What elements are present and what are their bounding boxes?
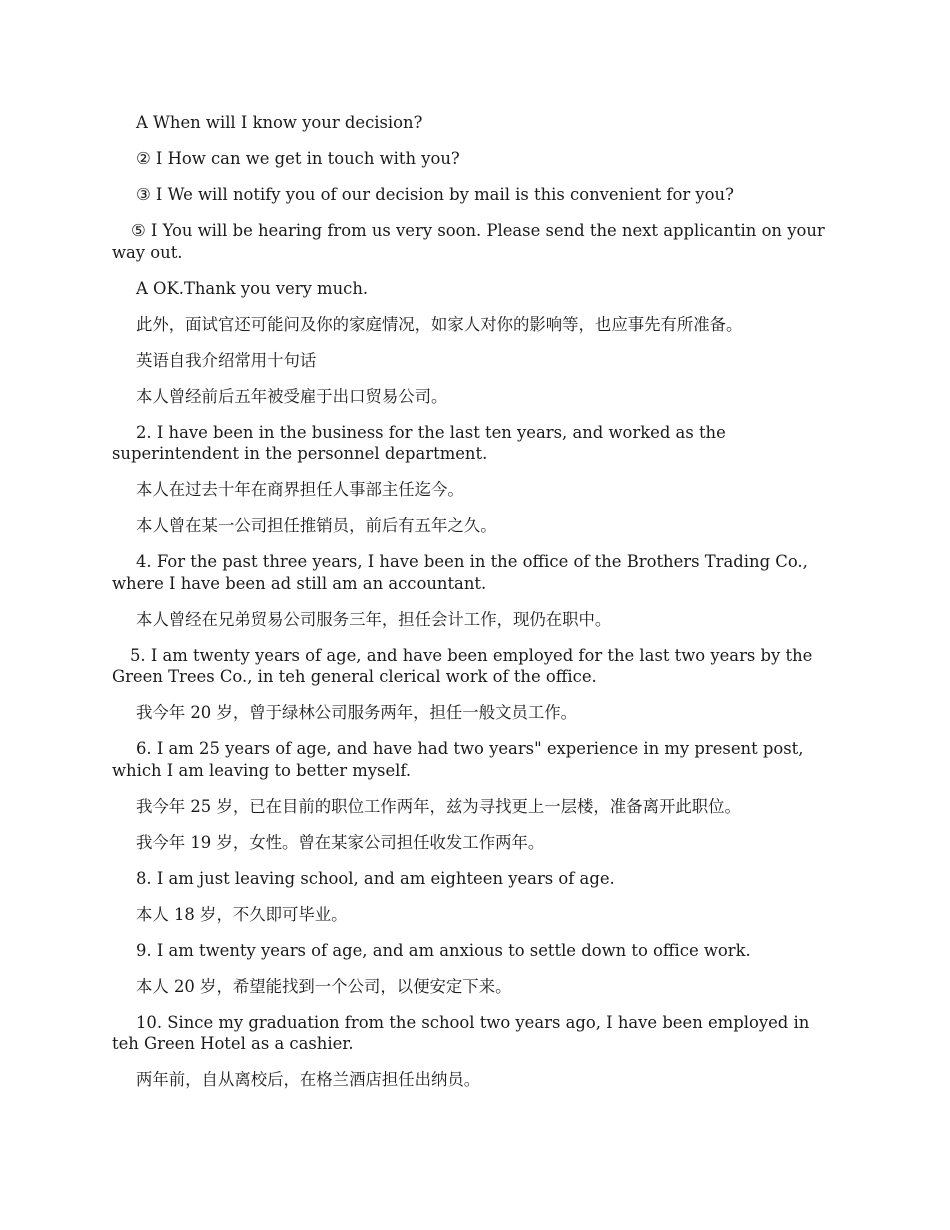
paragraph: 两年前，自从离校后，在格兰酒店担任出纳员。 xyxy=(136,1070,481,1089)
paragraph: 本人 20 岁，希望能找到一个公司，以便安定下来。 xyxy=(136,976,512,996)
paragraph: 5. I am twenty years of age, and have been employed for the last two years by the Green Trees Co., in teh general clerical work of the office. xyxy=(112,645,813,686)
document-body xyxy=(112,112,838,1105)
paragraph: 我今年 19 岁，女性。曾在某家公司担任收发工作两年。 xyxy=(136,832,545,852)
paragraph: ③ I We will notify you of our decision by mail is this convenient for you? xyxy=(136,185,734,204)
paragraph: 9. I am twenty years of age, and am anxious to settle down to office work. xyxy=(136,940,751,960)
paragraph: 本人曾经前后五年被受雇于出口贸易公司。 xyxy=(136,386,448,406)
paragraph: 8. I am just leaving school, and am eighteen years of age. xyxy=(136,868,615,888)
paragraph: 本人曾在某一公司担任推销员，前后有五年之久。 xyxy=(136,516,497,535)
paragraph: 6. I am 25 years of age, and have had two years" experience in my present post, which I am leaving to better myself. xyxy=(112,739,804,780)
paragraph: 10. Since my graduation from the school two years ago, I have been employed in teh Green Hotel as a cashier. xyxy=(112,1012,810,1053)
paragraph: 本人在过去十年在商界担任人事部主任迄今。 xyxy=(136,480,464,499)
paragraph: ⑤ I You will be hearing from us very soon. Please send the next applicantin on your way out. xyxy=(112,221,825,262)
paragraph: A When will I know your decision? xyxy=(136,113,423,132)
paragraph: 本人 18 岁，不久即可毕业。 xyxy=(136,904,348,924)
paragraph: 我今年 25 岁，已在目前的职位工作两年，兹为寻找更上一层楼，准备离开此职位。 xyxy=(136,796,741,816)
paragraph: 英语自我介绍常用十句话 xyxy=(136,350,317,370)
paragraph: 我今年 20 岁，曾于绿林公司服务两年，担任一般文员工作。 xyxy=(136,703,578,722)
paragraph: 此外，面试官还可能问及你的家庭情况，如家人对你的影响等，也应事先有所准备。 xyxy=(136,314,743,334)
paragraph: ② I How can we get in touch with you? xyxy=(136,149,460,168)
paragraph: 4. For the past three years, I have been in the office of the Brothers Trading Co., where I have been ad still am an accountant. xyxy=(112,552,808,593)
paragraph: 2. I have been in the business for the last ten years, and worked as the superintendent in the personnel department. xyxy=(112,422,726,463)
paragraph: A OK.Thank you very much. xyxy=(136,278,369,298)
paragraph: 本人曾经在兄弟贸易公司服务三年，担任会计工作，现仍在职中。 xyxy=(136,609,612,629)
